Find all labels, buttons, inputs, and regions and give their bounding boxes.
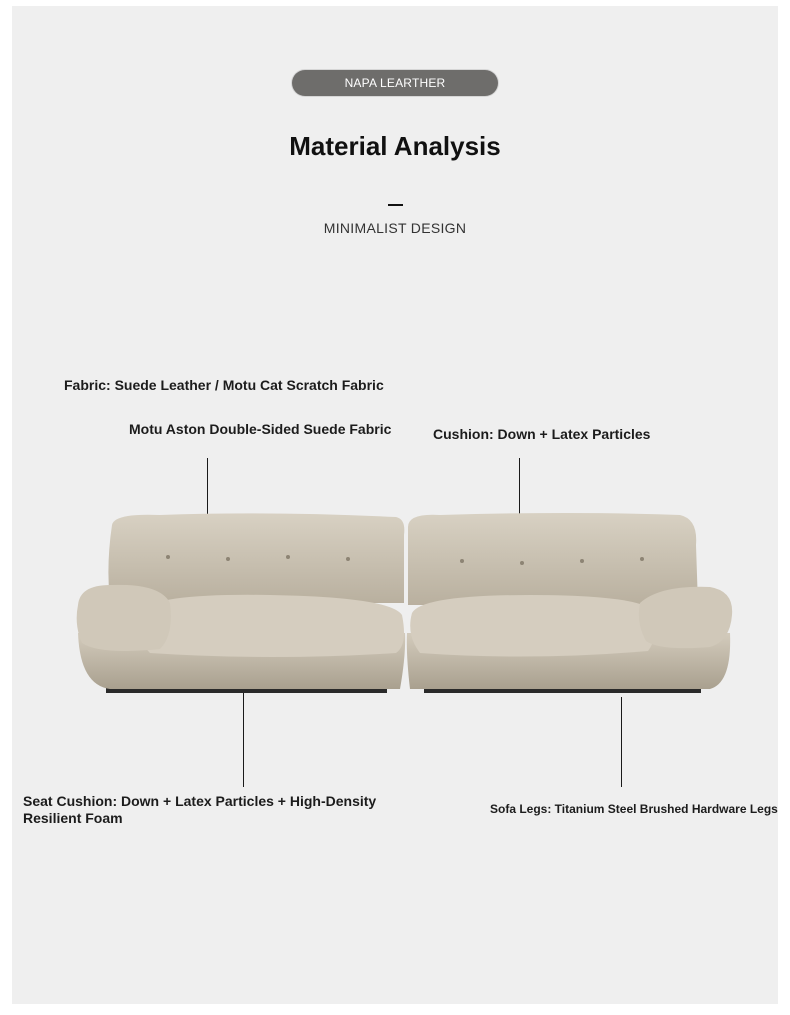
page-subtitle: MINIMALIST DESIGN bbox=[323, 220, 467, 236]
sofa-illustration bbox=[70, 505, 740, 705]
legs-pointer-line bbox=[621, 697, 622, 787]
sofa-legs-annotation: Sofa Legs: Titanium Steel Brushed Hardware Legs bbox=[490, 802, 778, 816]
fabric-annotation: Fabric: Suede Leather / Motu Cat Scratch Fabric bbox=[64, 377, 384, 393]
page-title: Material Analysis bbox=[289, 131, 501, 161]
motu-aston-annotation: Motu Aston Double-Sided Suede Fabric bbox=[129, 421, 392, 437]
seat-cushion-annotation: Seat Cushion: Down + Latex Particles + High-Density Resilient Foam bbox=[23, 793, 377, 826]
material-badge: NAPA LEARTHER bbox=[292, 70, 498, 96]
title-divider bbox=[388, 204, 403, 206]
cushion-annotation: Cushion: Down + Latex Particles bbox=[433, 426, 651, 442]
